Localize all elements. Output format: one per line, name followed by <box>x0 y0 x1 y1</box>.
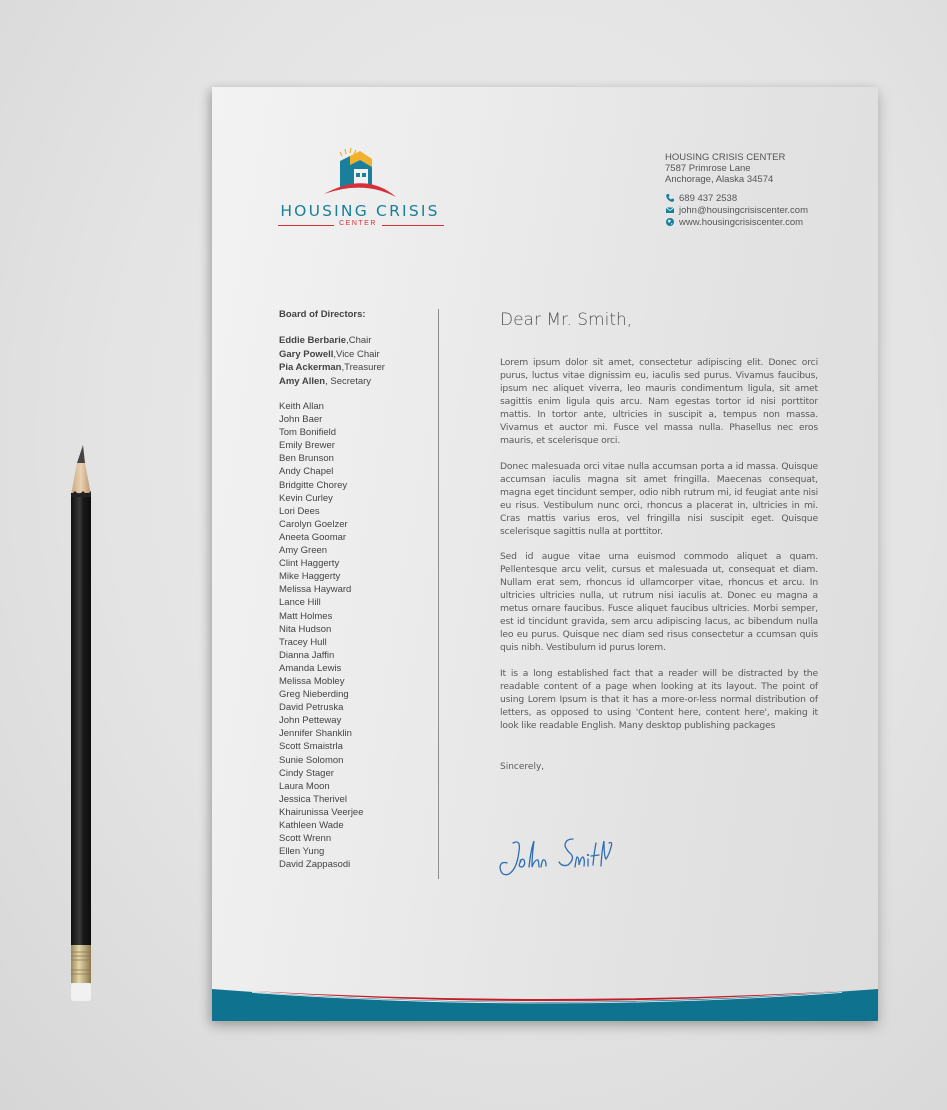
member-name: Aneeta Goomar <box>279 531 347 543</box>
paragraph: Sed id augue vitae urna euismod commodo aliquet a quam. Pellentesque arcu velit, cursus et malesuada ut, consequat et diam. Nullam erat sem, rhoncus id ullamcorper vitae, rhoncus et arcu. In ultricies ultricies nulla, ut rutrum nisi iaculis at. Donec eu magna a metus ornare faucibus. Fusce aliquet faucibus ultricies. Morbi semper, est id tincidunt gravida, sem arcu adipiscing lacus, ac bibendum nulla leo eu purus. Quisque nec diam sed risus consectetur a ccumsan quis quis nibh. Vestibulum id purus lorem. <box>500 551 818 653</box>
phone-row <box>665 192 808 204</box>
city-address: Anchorage, Alaska 34574 <box>665 174 774 185</box>
email-row <box>665 204 808 216</box>
column-divider <box>438 309 439 879</box>
organization-name: HOUSING CRISIS CENTER <box>665 152 786 163</box>
footer-wave <box>212 985 878 1021</box>
contact-block <box>665 152 808 228</box>
logo-name: HOUSING CRISIS <box>280 202 440 220</box>
member-name: Ben Brunson <box>279 453 334 465</box>
board-heading: Board of Directors: <box>279 309 366 320</box>
member-name: Melissa Hayward <box>279 584 352 596</box>
board-of-directors <box>279 309 385 871</box>
globe-icon <box>665 217 675 227</box>
member-name: Ellen Yung <box>279 846 325 858</box>
member-name: Cindy Stager <box>279 767 334 779</box>
member-name: Tracey Hull <box>279 636 327 648</box>
member-name: John Baer <box>279 414 323 426</box>
letter-body <box>500 310 818 772</box>
member-name: Scott Wrenn <box>279 833 332 845</box>
member-name: Amanda Lewis <box>279 662 342 674</box>
member-name: Emily Brewer <box>279 440 335 452</box>
member-name: Mike Haggerty <box>279 571 341 583</box>
member-name: Melissa Mobley <box>279 675 345 687</box>
member-name: Amy Green <box>279 545 328 557</box>
member-name: Jennifer Shanklin <box>279 728 352 740</box>
officer-row: Eddie Berbarie,Chair <box>279 335 372 346</box>
member-list <box>279 400 385 871</box>
member-name: Clint Haggerty <box>279 558 340 570</box>
officer-row: Amy Allen, Secretary <box>279 375 372 387</box>
member-name: Khairunissa Veerjee <box>279 806 364 818</box>
closing: Sincerely, <box>500 761 545 772</box>
website-link[interactable]: www.housingcrisiscenter.com <box>679 216 804 228</box>
signature-john-smith <box>495 829 615 884</box>
logo-subtitle: CENTER <box>276 220 444 230</box>
email-link[interactable]: john@housingcrisiscenter.com <box>679 204 808 216</box>
officer-row: Gary Powell,Vice Chair <box>279 348 380 360</box>
member-name: Lance Hill <box>279 597 321 609</box>
website-row <box>665 216 808 228</box>
phone-icon <box>665 193 675 203</box>
member-name: Kathleen Wade <box>279 820 344 831</box>
email-icon <box>665 205 675 215</box>
member-name: Jessica Therivel <box>279 793 347 805</box>
house-logo-icon <box>276 147 444 202</box>
member-name: David Petruska <box>279 702 344 714</box>
member-name: Scott Smaistrla <box>279 741 343 753</box>
member-name: Lori Dees <box>279 505 320 517</box>
street-address: 7587 Primrose Lane <box>665 163 751 174</box>
member-name: David Zappasodi <box>279 859 351 871</box>
member-name: Matt Holmes <box>279 610 333 622</box>
paragraph: It is a long established fact that a reader will be distracted by the readable content of a page when looking at its layout. The point of using Lorem Ipsum is that it has a more-or-less normal distribution of letters, as opposed to using 'Content here, content here', making it look like readable English. Many desktop publishing packages <box>500 667 818 731</box>
member-name: John Petteway <box>279 715 342 727</box>
member-name: Sunie Solomon <box>279 754 344 766</box>
member-name: Tom Bonifield <box>279 427 337 439</box>
member-name: Laura Moon <box>279 780 330 792</box>
officer-row: Pia Ackerman,Treasurer <box>279 362 385 373</box>
member-name: Bridgitte Chorey <box>279 479 348 491</box>
logo <box>276 147 444 227</box>
member-name: Kevin Curley <box>279 492 333 504</box>
member-name: Carolyn Goelzer <box>279 518 348 530</box>
paragraph: Lorem ipsum dolor sit amet, consectetur adipiscing elit. Donec orci purus, luctus vitae dignissim eu, iaculis sed purus. Vivamus faucibus, ipsum nec aliquet viverra, leo mauris condimentum ligula, sit amet sagittis enim ligula quis arcu. Nam egestas tortor id nisi porttitor mattis. In tortor ante, ultricies in suscipit a, tempus non massa. Vivamus et auctor mi. Fusce vel massa nulla. Phasellus nec eros mauris, et scelerisque orci. <box>500 357 818 446</box>
member-name: Keith Allan <box>279 401 324 412</box>
letterhead-page <box>212 87 878 1021</box>
salutation: Dear Mr. Smith, <box>500 310 633 330</box>
pencil-icon <box>68 445 98 1005</box>
paragraph: Donec malesuada orci vitae nulla accumsan porta a id massa. Quisque accumsan iaculis magna sit amet fringilla. Maecenas consequat, magna eget tincidunt semper, odio nibh rutrum mi, id feugiat ante nisi eu risus. Vestibulum nunc orci, rhoncus a placerat in, ultricies in mi. Cras mattis varius eros, vel fringilla nisi suscipit eget. Quisque scelerisque sagittis nulla at porttitor. <box>500 460 818 537</box>
member-name: Greg Nieberding <box>279 689 349 701</box>
member-name: Nita Hudson <box>279 623 332 635</box>
member-name: Andy Chapel <box>279 466 334 478</box>
member-name: Dianna Jaffin <box>279 649 335 661</box>
phone-number: 689 437 2538 <box>679 192 738 204</box>
